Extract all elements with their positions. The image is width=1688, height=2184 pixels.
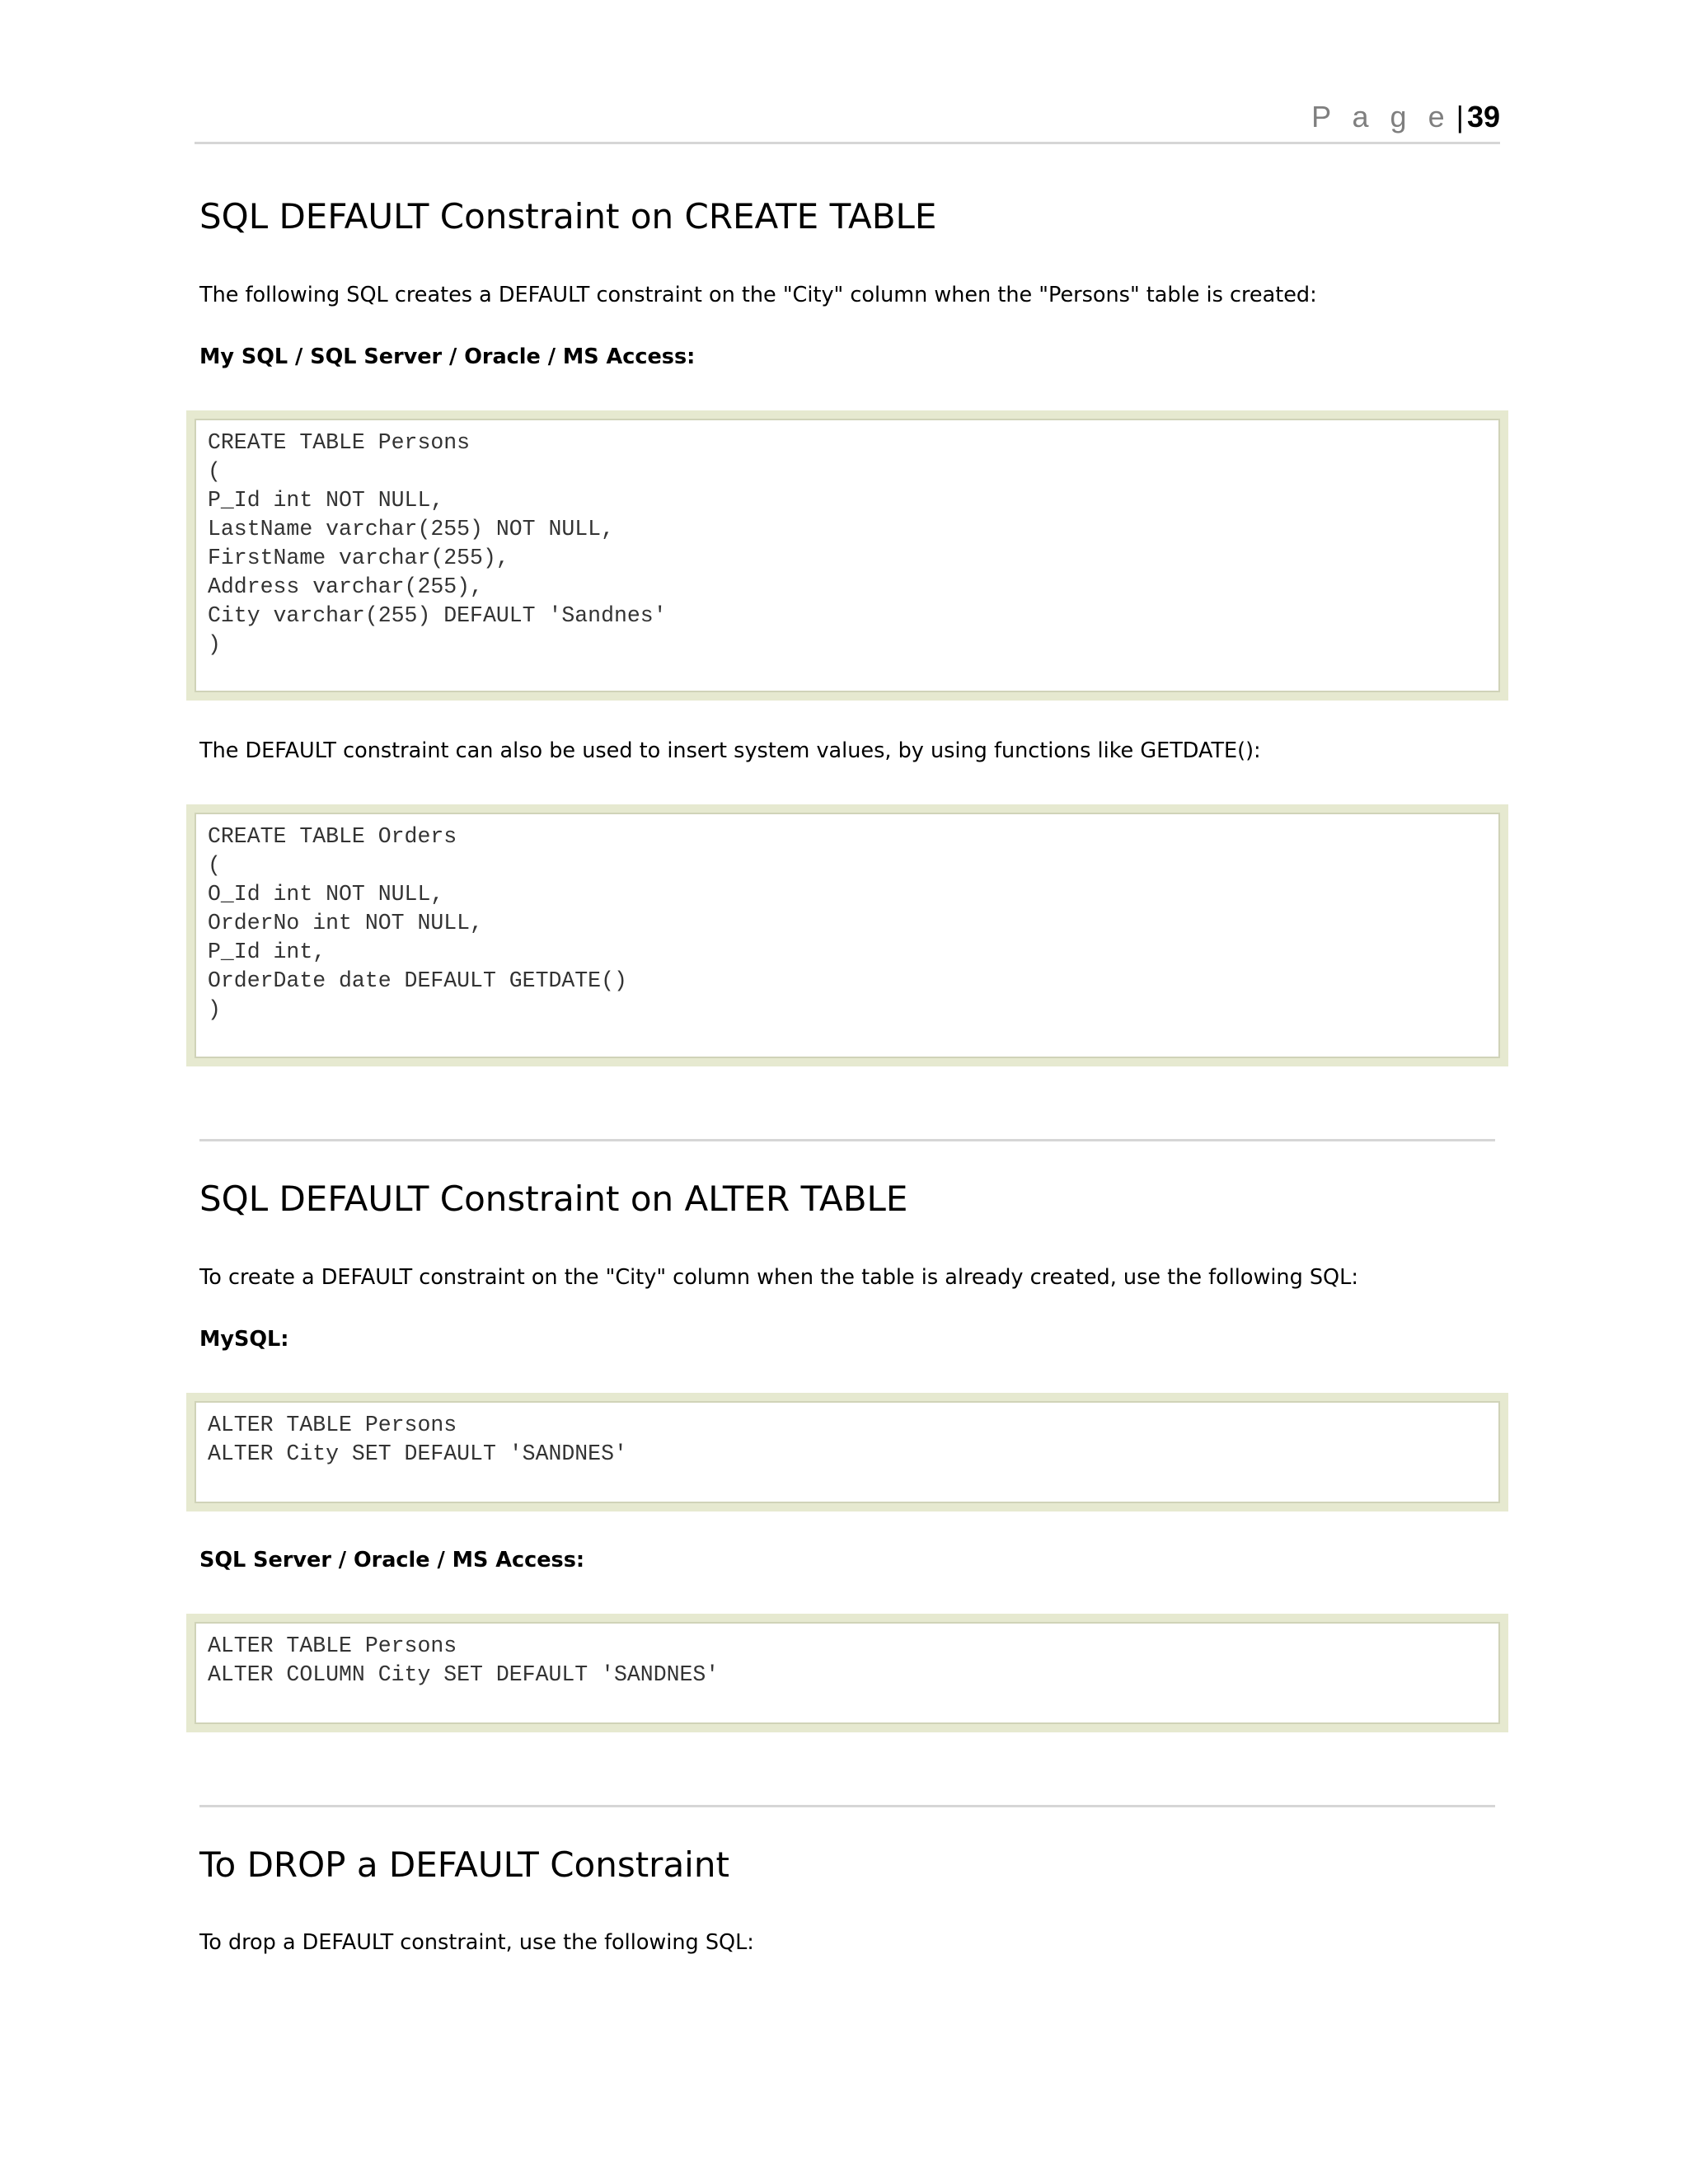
page-number: 39 [1466,100,1500,134]
code-text: ALTER TABLE Persons ALTER City SET DEFAULT 'SANDNES' [208,1413,627,1466]
code-block-inner [195,1401,1500,1503]
dialect-label-all: My SQL / SQL Server / Oracle / MS Access: [199,344,696,369]
code-block-alter-mysql [186,1393,1508,1511]
getdate-note: The DEFAULT constraint can also be used to insert system values, by using functions like GETDATE(): [199,738,1261,763]
code-block-alter-other [186,1614,1508,1732]
section-divider [199,1805,1495,1807]
code-text: CREATE TABLE Orders ( O_Id int NOT NULL, OrderNo int NOT NULL, P_Id int, OrderDate date DEFAULT GETDATE() ) [208,824,627,1022]
code-block-inner [195,813,1500,1058]
code-block-inner [195,419,1500,692]
code-text: CREATE TABLE Persons ( P_Id int NOT NULL, LastName varchar(255) NOT NULL, FirstName varchar(255), Address varchar(255), City varchar(255) DEFAULT 'Sandnes' ) [208,430,667,657]
code-block-inner [195,1622,1500,1724]
section-title-alter-table: SQL DEFAULT Constraint on ALTER TABLE [199,1179,908,1219]
dialect-label-mysql: MySQL: [199,1327,289,1352]
section-title-drop: To DROP a DEFAULT Constraint [199,1844,729,1885]
page-header [195,92,1500,144]
section-intro-create-table: The following SQL creates a DEFAULT constraint on the "City" column when the "Persons" table is created: [199,283,1317,307]
code-block-create-orders [186,804,1508,1066]
section-intro-drop: To drop a DEFAULT constraint, use the following SQL: [199,1930,754,1955]
page-word: P a g e [1311,100,1451,134]
section-title-create-table: SQL DEFAULT Constraint on CREATE TABLE [199,196,937,237]
page-separator: | [1456,100,1464,134]
section-divider [199,1139,1495,1141]
dialect-label-other: SQL Server / Oracle / MS Access: [199,1548,585,1572]
code-block-create-persons [186,410,1508,701]
code-text: ALTER TABLE Persons ALTER COLUMN City SET DEFAULT 'SANDNES' [208,1633,720,1687]
section-intro-alter-table: To create a DEFAULT constraint on the "City" column when the table is already created, use the following SQL: [199,1265,1358,1290]
